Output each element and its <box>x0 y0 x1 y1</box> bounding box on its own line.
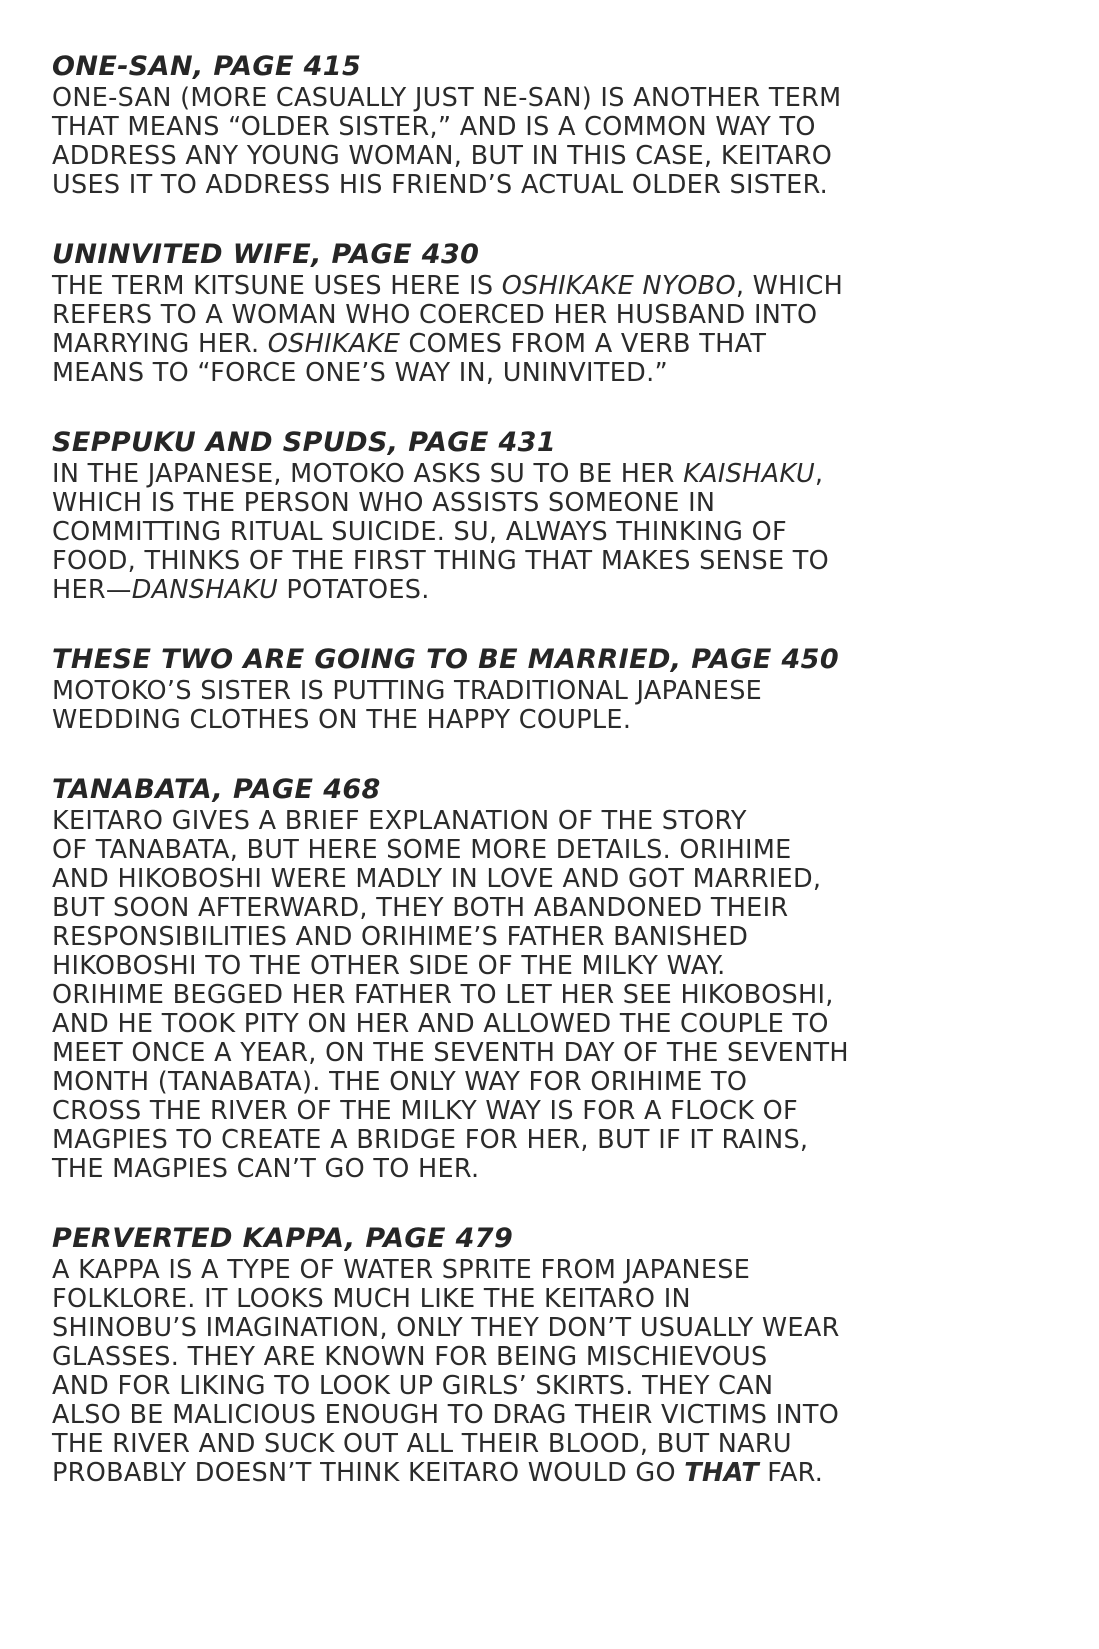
emphasized-text: OSHIKAKE <box>267 329 401 359</box>
note-heading: ONE-SAN, PAGE 415 <box>52 51 362 82</box>
note-line <box>52 460 1062 489</box>
note-text: REFERS TO A WOMAN WHO COERCED HER HUSBAND INTO <box>52 300 818 330</box>
note-text: A KAPPA IS A TYPE OF WATER SPRITE FROM JAPANESE <box>52 1255 751 1285</box>
note-line <box>52 1459 1062 1488</box>
note-line <box>52 1068 1062 1097</box>
note-going-to-be-married <box>52 645 1062 735</box>
note-text: CROSS THE RIVER OF THE MILKY WAY IS FOR A FLOCK OF <box>52 1096 798 1126</box>
note-line <box>52 1314 1062 1343</box>
note-line <box>52 1372 1062 1401</box>
note-heading: THESE TWO ARE GOING TO BE MARRIED, PAGE 450 <box>52 644 840 675</box>
note-line <box>52 171 1062 200</box>
note-text: HIKOBOSHI TO THE OTHER SIDE OF THE MILKY WAY. <box>52 951 726 981</box>
note-heading: PERVERTED KAPPA, PAGE 479 <box>52 1223 514 1254</box>
note-line <box>52 547 1062 576</box>
note-text: KEITARO GIVES A BRIEF EXPLANATION OF THE STORY <box>52 806 747 836</box>
note-line <box>52 301 1062 330</box>
note-line <box>52 84 1062 113</box>
note-line <box>52 923 1062 952</box>
note-heading: SEPPUKU AND SPUDS, PAGE 431 <box>52 427 557 458</box>
translation-notes-page <box>52 52 1062 1528</box>
note-seppuku-and-spuds <box>52 428 1062 605</box>
note-line <box>52 865 1062 894</box>
note-text: COMES FROM A VERB THAT <box>400 329 767 359</box>
emphasized-text: DANSHAKU <box>131 575 279 605</box>
note-text: PROBABLY DOESN’T THINK KEITARO WOULD GO <box>52 1458 685 1488</box>
note-text: FOOD, THINKS OF THE FIRST THING THAT MAKES SENSE TO <box>52 546 830 576</box>
note-text: WEDDING CLOTHES ON THE HAPPY COUPLE. <box>52 705 632 735</box>
note-body <box>52 460 1062 605</box>
note-line <box>52 576 1062 605</box>
note-line <box>52 836 1062 865</box>
note-line <box>52 1256 1062 1285</box>
note-line <box>52 1430 1062 1459</box>
note-line <box>52 981 1062 1010</box>
note-text: AND FOR LIKING TO LOOK UP GIRLS’ SKIRTS. THEY CAN <box>52 1371 774 1401</box>
note-text: MONTH (TANABATA). THE ONLY WAY FOR ORIHIME TO <box>52 1067 748 1097</box>
note-line <box>52 113 1062 142</box>
note-text: BUT SOON AFTERWARD, THEY BOTH ABANDONED THEIR <box>52 893 789 923</box>
note-line <box>52 1097 1062 1126</box>
note-text: SHINOBU’S IMAGINATION, ONLY THEY DON’T USUALLY WEAR <box>52 1313 840 1343</box>
note-text: COMMITTING RITUAL SUICIDE. SU, ALWAYS THINKING OF <box>52 517 787 547</box>
note-uninvited-wife <box>52 240 1062 388</box>
note-line <box>52 677 1062 706</box>
note-line <box>52 359 1062 388</box>
note-line <box>52 1039 1062 1068</box>
note-text: ALSO BE MALICIOUS ENOUGH TO DRAG THEIR VICTIMS INTO <box>52 1400 840 1430</box>
note-text: THE RIVER AND SUCK OUT ALL THEIR BLOOD, BUT NARU <box>52 1429 792 1459</box>
note-text: HER— <box>52 575 132 605</box>
note-perverted-kappa <box>52 1224 1062 1488</box>
note-text: THAT MEANS “OLDER SISTER,” AND IS A COMMON WAY TO <box>52 112 816 142</box>
note-line <box>52 489 1062 518</box>
note-line <box>52 1343 1062 1372</box>
note-text: GLASSES. THEY ARE KNOWN FOR BEING MISCHIEVOUS <box>52 1342 768 1372</box>
note-body <box>52 1256 1062 1488</box>
note-text: USES IT TO ADDRESS HIS FRIEND’S ACTUAL OLDER SISTER. <box>52 170 829 200</box>
emphasized-text: OSHIKAKE NYOBO <box>501 271 736 301</box>
note-line <box>52 706 1062 735</box>
note-text: MAGPIES TO CREATE A BRIDGE FOR HER, BUT IF IT RAINS, <box>52 1125 809 1155</box>
note-body <box>52 807 1062 1184</box>
note-line <box>52 1401 1062 1430</box>
note-text: ONE-SAN (MORE CASUALLY JUST NE-SAN) IS ANOTHER TERM <box>52 83 842 113</box>
note-text: , WHICH <box>735 271 844 301</box>
note-line <box>52 1010 1062 1039</box>
note-line <box>52 330 1062 359</box>
note-text: ORIHIME BEGGED HER FATHER TO LET HER SEE HIKOBOSHI, <box>52 980 834 1010</box>
note-line <box>52 894 1062 923</box>
note-body <box>52 272 1062 388</box>
note-line <box>52 1155 1062 1184</box>
note-text: RESPONSIBILITIES AND ORIHIME’S FATHER BANISHED <box>52 922 749 952</box>
note-text: OF TANABATA, BUT HERE SOME MORE DETAILS. ORIHIME <box>52 835 792 865</box>
note-body <box>52 84 1062 200</box>
note-line <box>52 1285 1062 1314</box>
note-one-san <box>52 52 1062 200</box>
note-text: WHICH IS THE PERSON WHO ASSISTS SOMEONE IN <box>52 488 716 518</box>
note-text: FAR. <box>758 1458 824 1488</box>
note-text: AND HE TOOK PITY ON HER AND ALLOWED THE COUPLE TO <box>52 1009 829 1039</box>
note-text: THE MAGPIES CAN’T GO TO HER. <box>52 1154 480 1184</box>
note-text: ADDRESS ANY YOUNG WOMAN, BUT IN THIS CASE, KEITARO <box>52 141 833 171</box>
note-line <box>52 1126 1062 1155</box>
note-text: , <box>814 459 824 489</box>
note-heading: UNINVITED WIFE, PAGE 430 <box>52 239 480 270</box>
note-tanabata <box>52 775 1062 1184</box>
emphasized-text: KAISHAKU <box>683 459 815 489</box>
note-body <box>52 677 1062 735</box>
note-text: IN THE JAPANESE, MOTOKO ASKS SU TO BE HER <box>52 459 684 489</box>
note-text: MOTOKO’S SISTER IS PUTTING TRADITIONAL JAPANESE <box>52 676 763 706</box>
note-text: POTATOES. <box>278 575 430 605</box>
note-text: MEANS TO “FORCE ONE’S WAY IN, UNINVITED.” <box>52 358 668 388</box>
emphasized-text: THAT <box>684 1458 759 1488</box>
note-text: FOLKLORE. IT LOOKS MUCH LIKE THE KEITARO IN <box>52 1284 691 1314</box>
note-text: AND HIKOBOSHI WERE MADLY IN LOVE AND GOT MARRIED, <box>52 864 822 894</box>
note-line <box>52 142 1062 171</box>
note-text: MEET ONCE A YEAR, ON THE SEVENTH DAY OF THE SEVENTH <box>52 1038 849 1068</box>
note-text: MARRYING HER. <box>52 329 268 359</box>
note-line <box>52 807 1062 836</box>
note-line <box>52 272 1062 301</box>
note-line <box>52 952 1062 981</box>
note-line <box>52 518 1062 547</box>
note-heading: TANABATA, PAGE 468 <box>52 774 381 805</box>
note-text: THE TERM KITSUNE USES HERE IS <box>52 271 502 301</box>
